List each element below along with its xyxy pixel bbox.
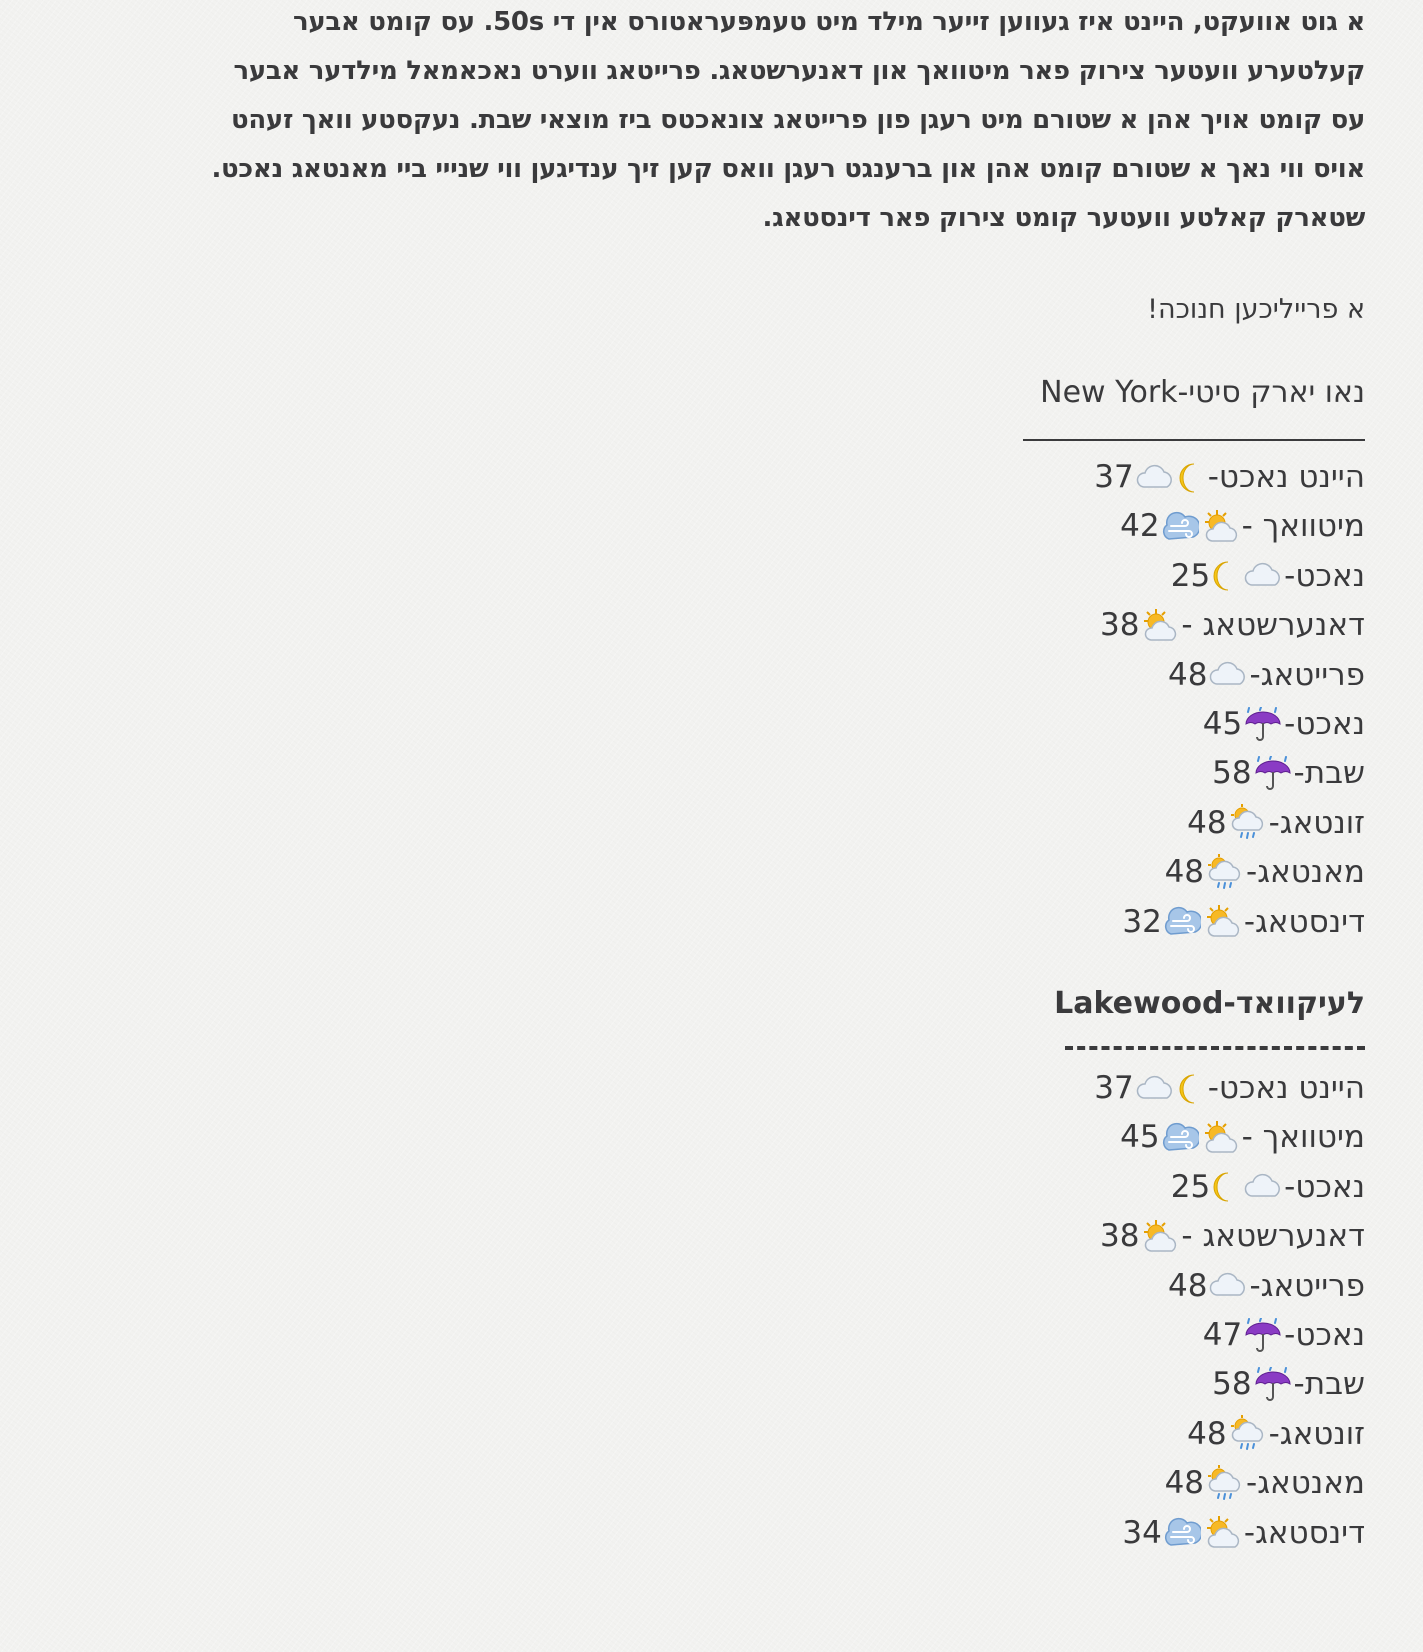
forecast-row xyxy=(965,651,1365,700)
intro-line: אויס ווי נאך א שטורם קומט אהן און ברענגט רעגן וואס קען זיך ענדיגען ווי שנייי ביי מאנטאג נאכט. xyxy=(211,154,1365,184)
wind-icon xyxy=(1163,904,1201,940)
forecast-day: שבת- xyxy=(1293,1366,1365,1403)
forecast-day: מאנטאג- xyxy=(1246,1465,1365,1502)
forecast-day: פרייטאג- xyxy=(1249,1267,1365,1304)
forecast-day: פרייטאג- xyxy=(1249,656,1365,693)
wind-icon xyxy=(1161,1120,1199,1156)
forecast-row xyxy=(965,1113,1365,1162)
forecast-day: מיטוואך - xyxy=(1241,1119,1365,1156)
forecast-day: זונטאג- xyxy=(1268,804,1365,841)
intro-line: קעלטערע וועטער צירוק פאר מיטוואך און דאנערשטאג. פרייטאג ווערט נאכאמאל מילדער אבער xyxy=(233,56,1365,86)
forecast-temperature: 25 xyxy=(1170,1168,1211,1205)
umbrella-rain-icon xyxy=(1243,707,1283,743)
sun-behind-cloud-icon xyxy=(1203,904,1243,940)
umbrella-rain-icon xyxy=(1243,1318,1283,1354)
forecast-temperature: 38 xyxy=(1099,607,1140,644)
forecast-row xyxy=(965,1459,1365,1508)
forecast-day: זונטאג- xyxy=(1268,1415,1365,1452)
forecast-list xyxy=(965,453,1365,947)
divider xyxy=(965,1024,1365,1064)
forecast-row xyxy=(965,1360,1365,1409)
forecast-day: מאנטאג- xyxy=(1246,854,1365,891)
sun-behind-cloud-icon xyxy=(1140,1219,1180,1255)
forecast-temperature: 58 xyxy=(1212,755,1252,792)
umbrella-rain-icon xyxy=(1253,1367,1293,1403)
cloud-icon xyxy=(1208,1271,1248,1301)
cloud-icon xyxy=(1135,1074,1175,1104)
forecast-temperature: 32 xyxy=(1122,903,1162,940)
forecast-row xyxy=(965,1509,1365,1558)
forecast-temperature: 48 xyxy=(1168,656,1208,693)
forecast-row xyxy=(965,1212,1365,1261)
wind-icon xyxy=(1163,1515,1201,1551)
forecast-day: נאכט- xyxy=(1284,705,1365,742)
forecast-list xyxy=(965,1064,1365,1558)
forecast-temperature: 47 xyxy=(1202,1316,1243,1353)
sun-behind-cloud-icon xyxy=(1140,608,1180,644)
forecast-row xyxy=(965,799,1365,848)
forecast-temperature: 58 xyxy=(1212,1366,1252,1403)
forecast-row xyxy=(965,848,1365,897)
forecast-row xyxy=(965,700,1365,749)
forecast-row xyxy=(965,1064,1365,1113)
forecast-row xyxy=(965,453,1365,502)
cloud-icon xyxy=(1243,561,1283,591)
wind-icon xyxy=(1161,509,1199,545)
intro-line: עס קומט אויך אהן א שטורם מיט רעגן פון פרייטאג צונאכטס ביז מוצאי שבת. נעקסטע וואך זעהט xyxy=(231,105,1365,135)
forecast-temperature: 48 xyxy=(1187,804,1227,841)
sun-behind-rain-cloud-icon xyxy=(1205,1465,1245,1503)
location-section-new-york xyxy=(965,373,1365,947)
holiday-greeting: א פרייליכען חנוכה! xyxy=(1147,294,1365,325)
forecast-row xyxy=(965,502,1365,551)
umbrella-rain-icon xyxy=(1253,756,1293,792)
sun-behind-cloud-icon xyxy=(1201,509,1241,545)
forecast-row xyxy=(965,601,1365,650)
forecast-row xyxy=(965,1410,1365,1459)
location-section-lakewood xyxy=(965,984,1365,1558)
forecast-day: היינט נאכט- xyxy=(1207,1070,1365,1106)
location-title: לעיקוואד-Lakewood xyxy=(1054,986,1365,1021)
location-title: נאו יארק סיטי-New York xyxy=(1040,375,1365,410)
forecast-day: היינט נאכט- xyxy=(1207,459,1365,495)
forecast-row xyxy=(965,898,1365,947)
forecast-temperature: 25 xyxy=(1170,557,1211,594)
forecast-temperature: 48 xyxy=(1187,1415,1227,1452)
moon-icon xyxy=(1211,1170,1241,1204)
forecast-temperature: 38 xyxy=(1099,1218,1140,1255)
forecast-day: נאכט- xyxy=(1284,1168,1365,1205)
forecast-temperature: 48 xyxy=(1164,1465,1205,1502)
sun-behind-rain-cloud-icon xyxy=(1205,854,1245,892)
intro-line: שטארק קאלטע וועטער קומט צירוק פאר דינסטאג. xyxy=(762,203,1365,233)
forecast-temperature: 48 xyxy=(1164,854,1205,891)
moon-icon xyxy=(1177,1072,1207,1106)
moon-icon xyxy=(1177,461,1207,495)
sun-behind-rain-cloud-icon xyxy=(1228,1415,1268,1453)
sun-behind-cloud-icon xyxy=(1203,1515,1243,1551)
forecast-row xyxy=(965,1163,1365,1212)
forecast-row xyxy=(965,1311,1365,1360)
intro-line: א גוט אוועקט, היינט איז געווען זייער מילד מיט טעמפּעראטורס אין די 50s. עס קומט אבער xyxy=(293,7,1365,37)
forecast-temperature: 45 xyxy=(1120,1119,1160,1156)
cloud-icon xyxy=(1243,1172,1283,1202)
sun-behind-rain-cloud-icon xyxy=(1228,804,1268,842)
forecast-temperature: 45 xyxy=(1202,705,1243,742)
forecast-temperature: 48 xyxy=(1168,1267,1208,1304)
cloud-icon xyxy=(1135,463,1175,493)
forecast-row xyxy=(965,749,1365,798)
note-body xyxy=(40,0,1365,1551)
forecast-day: דאנערשטאג - xyxy=(1181,1218,1365,1255)
forecast-day: נאכט- xyxy=(1284,557,1365,594)
forecast-day: דינסטאג- xyxy=(1243,1514,1365,1551)
forecast-temperature: 42 xyxy=(1120,508,1160,545)
forecast-temperature: 34 xyxy=(1122,1514,1162,1551)
forecast-day: מיטוואך - xyxy=(1241,508,1365,545)
cloud-icon xyxy=(1208,660,1248,690)
forecast-day: דאנערשטאג - xyxy=(1181,607,1365,644)
forecast-day: נאכט- xyxy=(1284,1316,1365,1353)
moon-icon xyxy=(1211,559,1241,593)
forecast-intro xyxy=(40,0,1365,243)
forecast-row xyxy=(965,1262,1365,1311)
divider xyxy=(965,413,1365,453)
forecast-row xyxy=(965,552,1365,601)
forecast-day: דינסטאג- xyxy=(1243,903,1365,940)
forecast-temperature: 37 xyxy=(1094,459,1134,495)
forecast-temperature: 37 xyxy=(1094,1070,1134,1106)
sun-behind-cloud-icon xyxy=(1201,1120,1241,1156)
forecast-day: שבת- xyxy=(1293,755,1365,792)
